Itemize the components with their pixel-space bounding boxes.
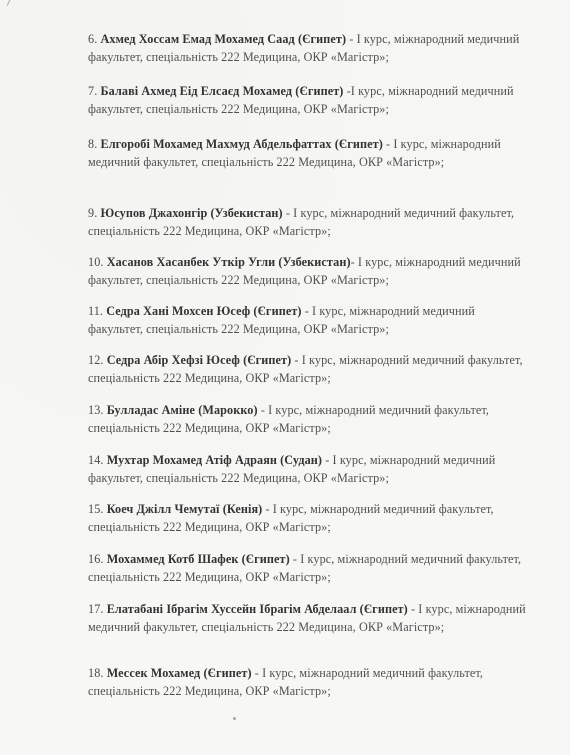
item-number: 14. [88,453,104,467]
list-item [88,451,528,487]
student-description: - I курс, міжнародний медичний факультет, спеціальність 222 Медицина, ОКР «Магістр»; [88,255,521,287]
student-name: Елгоробі Мохамед Махмуд Абдельфаттах (Єгипет) [100,137,383,151]
student-name: Мохаммед Котб Шафек (Єгипет) [106,552,290,566]
item-number: 12. [88,353,104,367]
item-number: 11. [88,304,104,318]
student-description: - I курс, міжнародний медичний факультет, спеціальність 222 Медицина, ОКР «Магістр»; [88,137,501,169]
student-description: - I курс, міжнародний медичний факультет, спеціальність 222 Медицина, ОКР «Магістр»; [88,666,484,698]
list-item [88,253,528,289]
student-description: - I курс, міжнародний медичний факультет, спеціальність 222 Медицина, ОКР «Магістр»; [88,206,515,238]
item-number: 18. [88,666,104,680]
list-item [88,204,528,240]
student-description: - I курс, міжнародний медичний факультет, спеціальність 222 Медицина, ОКР «Магістр»; [88,552,522,584]
student-name: Седра Хані Мохсен Юсеф (Єгипет) [106,304,302,318]
list-item [88,351,528,387]
student-name: Мухтар Мохамед Атіф Адраян (Судан) [106,453,323,467]
student-description: - I курс, міжнародний медичний факультет, спеціальність 222 Медицина, ОКР «Магістр»; [88,453,496,485]
scan-speck [233,717,236,720]
list-item [88,135,528,171]
student-name: Ахмед Хоссам Емад Мохамед Саад (Єгипет) [100,32,347,46]
student-description: -I курс, міжнародний медичний факультет, спеціальність 222 Медицина, ОКР «Магістр»; [88,84,514,116]
student-name: Хасанов Хасанбек Уткір Угли (Узбекистан) [106,255,351,269]
student-name: Седра Абір Хефзі Юсеф (Єгипет) [106,353,292,367]
item-number: 9. [88,206,98,220]
item-number: 15. [88,502,104,516]
student-description: - I курс, міжнародний медичний факультет, спеціальність 222 Медицина, ОКР «Магістр»; [88,353,523,385]
student-name: Елатабані Ібрагім Хуссейн Ібрагім Абделаал (Єгипет) [106,602,408,616]
list-item [88,82,528,118]
student-description: - I курс, міжнародний медичний факультет, спеціальність 222 Медицина, ОКР «Магістр»; [88,502,494,534]
item-number: 7. [88,84,98,98]
item-number: 10. [88,255,104,269]
scan-corner-mark [7,0,20,10]
item-number: 13. [88,403,104,417]
list-item [88,550,528,586]
student-name: Коеч Джілл Чемутаї (Кенія) [106,502,263,516]
student-description: - I курс, міжнародний медичний факультет, спеціальність 222 Медицина, ОКР «Магістр»; [88,304,475,336]
student-name: Мессек Мохамед (Єгипет) [106,666,252,680]
list-item [88,401,528,437]
student-name: Балаві Ахмед Еід Елсаєд Мохамед (Єгипет) [100,84,344,98]
list-item [88,664,528,700]
item-number: 8. [88,137,98,151]
list-item [88,600,528,636]
item-number: 6. [88,32,98,46]
student-description: - I курс, міжнародний медичний факультет, спеціальність 222 Медицина, ОКР «Магістр»; [88,602,526,634]
item-number: 17. [88,602,104,616]
list-item [88,500,528,536]
student-name: Булладас Аміне (Марокко) [106,403,258,417]
student-description: - I курс, міжнародний медичний факультет, спеціальність 222 Медицина, ОКР «Магістр»; [88,403,490,435]
student-name: Юсупов Джахонгір (Узбекистан) [100,206,283,220]
student-description: - I курс, міжнародний медичний факультет, спеціальність 222 Медицина, ОКР «Магістр»; [88,32,520,64]
list-item [88,30,528,66]
item-number: 16. [88,552,104,566]
list-item [88,302,528,338]
